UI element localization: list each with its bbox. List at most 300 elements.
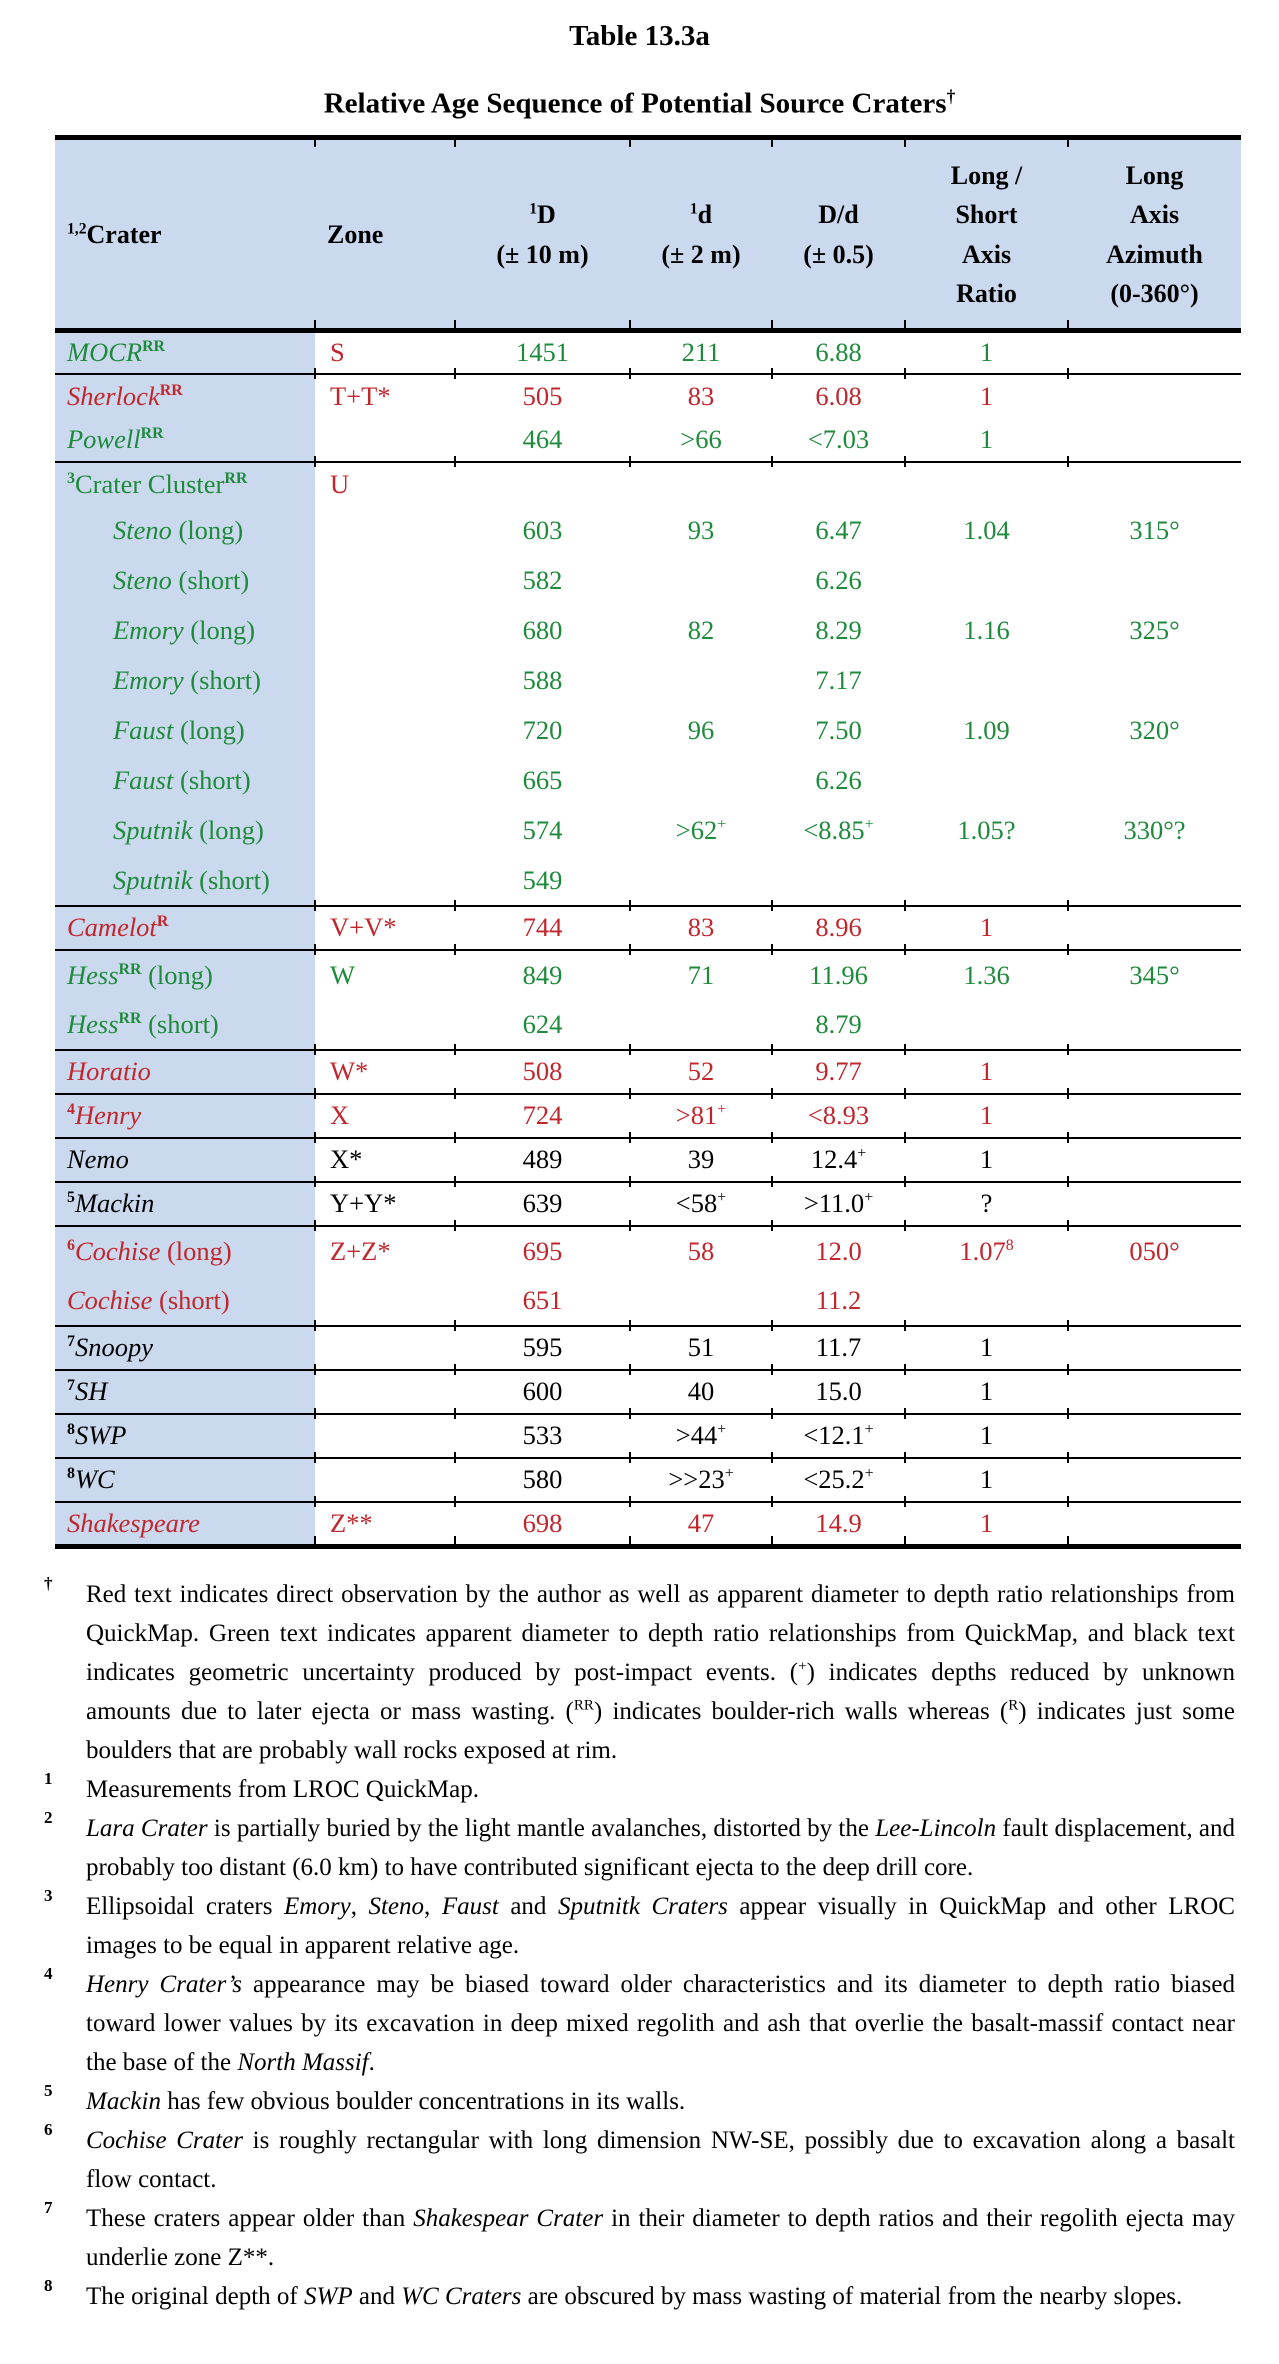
depth-cell: 211 — [630, 330, 772, 374]
table-row — [55, 556, 1241, 606]
value-sup: + — [864, 1465, 874, 1483]
footnote-plain-text: and — [498, 1892, 558, 1920]
column-header-line: Axis — [1129, 200, 1180, 230]
footnote-plain-text: , — [350, 1892, 369, 1920]
value-sup: + — [864, 1189, 874, 1207]
footnote-marker: 6 — [44, 2119, 53, 2139]
axis-ratio-cell: 1.05? — [957, 815, 1016, 846]
diameter-cell: 580 — [455, 1458, 630, 1502]
column-header-line: Zone — [327, 219, 384, 249]
table-row — [55, 950, 1241, 1000]
axis-ratio-cell: 1.36 — [963, 959, 1010, 990]
footnote-text — [86, 2283, 1182, 2310]
footnote-plain-text: Ellipsoidal craters — [86, 1892, 285, 1920]
depth-cell: 40 — [630, 1370, 772, 1414]
azimuth-cell — [1068, 1094, 1241, 1138]
footnote-marker: 4 — [44, 1963, 53, 1983]
crater-name: Hess — [67, 1008, 119, 1039]
crater-name-suffix: (long) — [183, 615, 256, 646]
dd-ratio-cell: <25.2+ — [772, 1458, 905, 1502]
crater-name-cell — [55, 906, 315, 950]
column-header-line: (± 0.5) — [803, 239, 874, 269]
depth-cell — [630, 462, 772, 506]
axis-ratio-cell: 1 — [905, 1370, 1068, 1414]
header-row — [55, 137, 1241, 330]
table-row — [55, 1414, 1241, 1458]
depth-cell — [630, 1000, 772, 1050]
axis-ratio-cell — [905, 1000, 1068, 1050]
crater-name: Nemo — [67, 1144, 129, 1175]
footnote-text — [86, 1971, 1235, 2076]
axis-ratio-cell: 1 — [905, 1502, 1068, 1546]
footnote-inline-sup: R — [1008, 1697, 1019, 1714]
dd-ratio-cell: 6.88 — [772, 330, 905, 374]
zone-cell — [315, 856, 455, 906]
table-row — [55, 606, 1241, 656]
crater-name-cell — [55, 656, 315, 706]
crater-name-suffix: (short) — [171, 565, 250, 596]
depth-cell: >81+ — [630, 1094, 772, 1138]
crater-name: Hess — [67, 959, 119, 990]
table-row — [55, 374, 1241, 418]
table-number: Table 13.3a — [569, 20, 710, 52]
column-header — [55, 137, 315, 330]
azimuth-cell — [1068, 1138, 1241, 1182]
crater-name-cell — [55, 606, 315, 656]
zone-cell — [315, 606, 455, 656]
crater-name-suffix: (short) — [192, 864, 270, 895]
depth-cell — [630, 856, 772, 906]
crater-name-sup: RR — [224, 469, 248, 487]
diameter-cell: 582 — [522, 565, 563, 596]
footnote-plain-text: These craters appear older than — [86, 2204, 414, 2232]
depth-cell: >44+ — [630, 1414, 772, 1458]
footnote-plain-text: Red text indicates direct observation by the author as well as apparent diameter to depth ratio relationships from QuickMap. Green text indicates apparent diameter to depth ratio relationships from QuickMap, and black text indicates geometric uncertainty produced by post-impact events. ( — [86, 1580, 1235, 1686]
dd-ratio-cell: <8.93 — [772, 1094, 905, 1138]
crater-footnote-sup: 3 — [67, 469, 75, 487]
azimuth-cell — [1068, 374, 1241, 418]
axis-ratio-cell: 1 — [905, 1094, 1068, 1138]
footnote-italic-text: Sputnitk Craters — [557, 1892, 728, 1920]
footnote-italic-text: Mackin — [86, 2087, 161, 2115]
diameter-cell: 724 — [455, 1094, 630, 1138]
footnote — [42, 1770, 1235, 1809]
crater-name-cell — [55, 1370, 315, 1414]
footnote-plain-text: The original depth of — [86, 2282, 304, 2310]
depth-cell — [630, 756, 772, 806]
depth-cell: 71 — [687, 959, 715, 990]
table-row — [55, 756, 1241, 806]
diameter-cell: 651 — [455, 1276, 630, 1326]
footnote-plain-text: appearance may be biased toward older characteristics and its diameter to depth ratio biased toward lower values by its excavation in deep mixed regolith and ash that overlie the basalt-massif contact near the base of the — [86, 1970, 1235, 2076]
diameter-cell — [455, 462, 630, 506]
azimuth-cell: 315° — [1129, 515, 1180, 546]
dd-ratio-cell: <8.85+ — [803, 815, 874, 846]
crater-footnote-sup: 6 — [67, 1236, 75, 1254]
depth-cell: >62+ — [675, 815, 727, 846]
azimuth-cell — [1068, 1050, 1241, 1094]
footnote-italic-text: Faust — [441, 1892, 499, 1920]
axis-ratio-cell — [905, 462, 1068, 506]
footnote — [42, 2121, 1235, 2199]
column-header-sup: 1 — [689, 200, 698, 218]
crater-name-cell — [55, 806, 315, 856]
dd-ratio-cell: 6.26 — [815, 565, 862, 596]
axis-ratio-cell: 1 — [905, 906, 1068, 950]
crater-name-suffix: (short) — [183, 665, 261, 696]
table-row — [55, 462, 1241, 506]
footnote-italic-text: Lee-Lincoln — [875, 1814, 997, 1842]
zone-cell — [315, 556, 455, 606]
column-header — [630, 137, 772, 330]
axis-ratio-cell — [905, 756, 1068, 806]
footnote-marker: 2 — [44, 1807, 53, 1827]
dd-ratio-cell: 11.7 — [772, 1326, 905, 1370]
crater-name: SWP — [74, 1420, 127, 1451]
crater-name-cell — [55, 706, 315, 756]
crater-name: Emory — [113, 615, 184, 646]
crater-name: Horatio — [67, 1056, 151, 1087]
footnote-marker: 1 — [44, 1768, 53, 1788]
crater-name-suffix: (long) — [171, 515, 244, 546]
azimuth-cell — [1068, 556, 1241, 606]
value-sup: + — [857, 1145, 867, 1163]
dd-ratio-cell: 6.26 — [815, 765, 862, 796]
azimuth-cell — [1068, 906, 1241, 950]
zone-cell: X — [315, 1094, 455, 1138]
crater-name-cell — [55, 506, 315, 556]
diameter-cell: 600 — [455, 1370, 630, 1414]
axis-ratio-cell — [905, 856, 1068, 906]
axis-ratio-cell — [905, 1276, 1068, 1326]
dd-ratio-cell — [772, 856, 905, 906]
table-row — [55, 706, 1241, 756]
table-row — [55, 418, 1241, 462]
crater-footnote-sup: 4 — [67, 1101, 75, 1119]
footnote-plain-text: Measurements from LROC QuickMap. — [86, 1775, 479, 1803]
zone-cell: Y+Y* — [315, 1182, 455, 1226]
depth-cell: 47 — [630, 1502, 772, 1546]
dd-ratio-cell: >11.0+ — [772, 1182, 905, 1226]
crater-name-sup: RR — [159, 381, 183, 399]
azimuth-cell — [1068, 1276, 1241, 1326]
footnote-italic-text: WC Craters — [401, 2282, 522, 2310]
zone-cell: V+V* — [315, 906, 455, 950]
crater-footnote-sup: 5 — [67, 1189, 75, 1207]
crater-name: Sputnik — [113, 864, 193, 895]
table-row — [55, 1138, 1241, 1182]
axis-ratio-cell: 1.04 — [963, 515, 1010, 546]
crater-name: Mackin — [74, 1188, 155, 1219]
crater-name-suffix: (short) — [152, 1284, 230, 1315]
depth-cell: 96 — [687, 715, 715, 746]
azimuth-cell — [1068, 1414, 1241, 1458]
value-sup: + — [717, 1189, 727, 1207]
footnote-inline-sup: RR — [573, 1697, 594, 1714]
axis-ratio-cell: 1 — [905, 330, 1068, 374]
crater-name-cell — [55, 418, 315, 462]
dd-ratio-cell — [772, 462, 905, 506]
crater-name: Crater Cluster — [74, 468, 225, 499]
dd-ratio-cell: 8.29 — [815, 615, 862, 646]
crater-name: Sherlock — [67, 380, 160, 411]
dd-ratio-cell: 6.47 — [815, 515, 862, 546]
azimuth-cell — [1068, 462, 1241, 506]
table-row — [55, 1276, 1241, 1326]
diameter-cell: 720 — [522, 715, 563, 746]
crater-footnote-sup: 7 — [67, 1377, 75, 1395]
azimuth-cell — [1068, 856, 1241, 906]
footnote-plain-text: in their diameter to depth ratios and their regolith ejecta may underlie zone Z**. — [86, 2204, 1235, 2271]
column-header — [905, 137, 1068, 330]
dd-ratio-cell: 12.0 — [815, 1235, 862, 1266]
dd-ratio-cell: 8.96 — [772, 906, 905, 950]
azimuth-cell — [1068, 418, 1241, 462]
depth-cell: >66 — [630, 418, 772, 462]
footnote — [42, 1965, 1235, 2082]
crater-name-cell — [55, 1458, 315, 1502]
crater-name-sup: RR — [118, 1009, 142, 1027]
footnote-marker: 7 — [44, 2197, 53, 2217]
table-title-text: Relative Age Sequence of Potential Source Craters — [323, 87, 947, 120]
table-row — [55, 1000, 1241, 1050]
zone-cell — [315, 1000, 455, 1050]
table-row — [55, 856, 1241, 906]
diameter-cell: 574 — [522, 815, 563, 846]
crater-name: Cochise — [67, 1284, 153, 1315]
crater-name: Faust — [113, 715, 174, 746]
crater-name: WC — [74, 1464, 115, 1495]
diameter-cell: 849 — [522, 959, 563, 990]
footnote-marker: 8 — [44, 2275, 53, 2295]
azimuth-cell — [1068, 756, 1241, 806]
crater-name: SH — [74, 1376, 108, 1407]
column-header — [315, 137, 455, 330]
axis-ratio-cell: 1 — [905, 1050, 1068, 1094]
column-header-line: Long — [1125, 160, 1184, 190]
azimuth-cell — [1068, 1000, 1241, 1050]
zone-cell — [315, 756, 455, 806]
footnote-plain-text: fault displacement, and probably too distant (6.0 km) to have contributed significant ejecta to the deep drill core. — [86, 1814, 1236, 1881]
crater-name-cell — [55, 1226, 315, 1276]
zone-cell — [315, 1326, 455, 1370]
diameter-cell: 505 — [522, 380, 563, 411]
table-title — [0, 86, 1279, 121]
crater-name-cell — [55, 330, 315, 374]
footnote-text — [86, 1815, 1235, 1881]
dd-ratio-cell: 7.50 — [815, 715, 862, 746]
depth-cell — [630, 556, 772, 606]
footnote-plain-text: ) indicates boulder-rich walls whereas ( — [593, 1697, 1009, 1725]
column-header — [772, 137, 905, 330]
value-sup: + — [724, 1465, 734, 1483]
footnote-italic-text: Emory — [284, 1892, 351, 1920]
table-row — [55, 1050, 1241, 1094]
diameter-cell: 1451 — [455, 330, 630, 374]
column-header-line: Axis — [961, 239, 1012, 269]
table-row — [55, 1326, 1241, 1370]
table-header — [55, 137, 1241, 330]
value-sup: + — [717, 816, 727, 834]
footnote — [42, 2277, 1235, 2316]
diameter-cell: 665 — [522, 765, 563, 796]
footnote-marker: 5 — [44, 2080, 53, 2100]
footnote-text — [86, 1893, 1235, 1959]
azimuth-cell — [1068, 1458, 1241, 1502]
diameter-cell: 695 — [522, 1235, 563, 1266]
footnote-italic-text: North Massif — [237, 2048, 369, 2076]
axis-ratio-cell: 1.07$^8$ — [959, 1235, 1014, 1266]
table-row — [55, 1502, 1241, 1546]
footnote-plain-text: is roughly rectangular with long dimension NW-SE, possibly due to excavation along a basalt flow contact. — [86, 2126, 1235, 2193]
dd-ratio-cell: 7.17 — [815, 665, 862, 696]
dd-ratio-cell: <7.03 — [772, 418, 905, 462]
depth-cell — [630, 656, 772, 706]
crater-name-sup: R — [156, 913, 169, 931]
column-header-line: (± 2 m) — [661, 239, 741, 269]
footnote — [42, 1809, 1235, 1887]
footnote-italic-text: Henry Crater’s — [86, 1970, 242, 1998]
axis-ratio-cell: 1 — [905, 1458, 1068, 1502]
footnote-italic-text: SWP — [304, 2282, 353, 2310]
footnote-plain-text: has few obvious boulder concentrations in its walls. — [160, 2087, 686, 2115]
footnote-text — [86, 2088, 685, 2115]
axis-ratio-cell: 1 — [905, 1414, 1068, 1458]
footnote-plain-text: . — [368, 2048, 375, 2076]
depth-cell: >>23+ — [630, 1458, 772, 1502]
depth-cell: 51 — [630, 1326, 772, 1370]
footnote — [42, 1575, 1235, 1770]
axis-ratio-cell: 1 — [905, 1326, 1068, 1370]
depth-cell — [630, 1276, 772, 1326]
table-row — [55, 1182, 1241, 1226]
table-row — [55, 1458, 1241, 1502]
crater-name-cell — [55, 1138, 315, 1182]
diameter-cell: 588 — [522, 665, 563, 696]
zone-cell: W* — [315, 1050, 455, 1094]
crater-name-cell — [55, 1276, 315, 1326]
value-sup: + — [717, 1101, 727, 1119]
depth-cell: 39 — [630, 1138, 772, 1182]
zone-cell: X* — [315, 1138, 455, 1182]
footnote — [42, 2082, 1235, 2121]
diameter-cell: 698 — [455, 1502, 630, 1546]
zone-cell: T+T* — [330, 380, 391, 411]
crater-footnote-sup: 8 — [67, 1465, 75, 1483]
column-header-line: D/d — [818, 200, 859, 230]
crater-name: Camelot — [67, 912, 157, 943]
zone-cell — [315, 1276, 455, 1326]
zone-cell — [315, 1414, 455, 1458]
crater-name-cell — [55, 1414, 315, 1458]
zone-cell — [315, 656, 455, 706]
value-sup: + — [864, 1421, 874, 1439]
table-row — [55, 330, 1241, 374]
column-header-line: $^1$d — [689, 200, 713, 230]
azimuth-cell — [1068, 330, 1241, 374]
crater-name-cell — [55, 856, 315, 906]
table-row — [55, 1226, 1241, 1276]
crater-name: Steno — [113, 565, 172, 596]
crater-name-cell — [55, 756, 315, 806]
zone-cell — [315, 806, 455, 856]
column-header-line: $^1$D — [529, 200, 556, 230]
diameter-cell: 624 — [455, 1000, 630, 1050]
diameter-cell: 595 — [455, 1326, 630, 1370]
crater-footnote-sup: 7 — [67, 1333, 75, 1351]
column-header — [1068, 137, 1241, 330]
azimuth-cell: 325° — [1129, 615, 1180, 646]
crater-name-suffix: (long) — [141, 959, 213, 990]
diameter-cell: 489 — [455, 1138, 630, 1182]
crater-name-cell — [55, 950, 315, 1000]
dd-ratio-cell: 9.77 — [772, 1050, 905, 1094]
dd-ratio-cell: 15.0 — [772, 1370, 905, 1414]
footnote-plain-text: , — [424, 1892, 442, 1920]
azimuth-cell: 345° — [1129, 959, 1180, 990]
zone-cell: Z** — [315, 1502, 455, 1546]
crater-name-sup: RR — [140, 424, 164, 442]
azimuth-cell — [1068, 656, 1241, 706]
table-row — [55, 1370, 1241, 1414]
zone-cell: W — [330, 959, 356, 990]
dagger-footnote-marker: † — [946, 86, 956, 106]
depth-cell: 58 — [687, 1235, 715, 1266]
diameter-cell: 533 — [455, 1414, 630, 1458]
footnote-plain-text: and — [352, 2282, 402, 2310]
footnote-plain-text: appear visually in QuickMap and other LROC images to be equal in apparent relative age. — [86, 1892, 1235, 1959]
crater-name-suffix: (short) — [141, 1008, 219, 1039]
footnote-plain-text: are obscured by mass wasting of material from the nearby slopes. — [521, 2282, 1183, 2310]
axis-ratio-cell: 1 — [905, 418, 1068, 462]
column-header-sup: 1 — [529, 200, 537, 218]
dd-ratio-cell: 14.9 — [772, 1502, 905, 1546]
column-header-line: Azimuth — [1106, 239, 1203, 269]
zone-cell — [315, 1458, 455, 1502]
crater-name-cell — [55, 556, 315, 606]
diameter-cell: 549 — [455, 856, 630, 906]
diameter-cell: 680 — [522, 615, 563, 646]
footnote-text — [86, 1776, 479, 1803]
crater-name: Cochise — [74, 1235, 161, 1266]
axis-ratio-cell: 1.16 — [963, 615, 1010, 646]
table-row — [55, 656, 1241, 706]
craters-table — [55, 135, 1241, 1549]
depth-cell: 93 — [687, 515, 715, 546]
column-header-line: Long / — [950, 160, 1023, 190]
zone-cell — [315, 706, 455, 756]
diameter-cell: 464 — [455, 418, 630, 462]
footnote-italic-text: Lara Crater — [86, 1814, 208, 1842]
crater-name: Sputnik — [113, 815, 193, 846]
azimuth-cell: 050° — [1129, 1235, 1180, 1266]
axis-ratio-cell — [905, 556, 1068, 606]
diameter-cell: 744 — [455, 906, 630, 950]
footnote-italic-text: Shakespear Crater — [413, 2204, 604, 2232]
footnotes-section — [42, 1575, 1235, 2316]
zone-cell: Z+Z* — [330, 1235, 391, 1266]
depth-cell: <58+ — [630, 1182, 772, 1226]
azimuth-cell: 330°? — [1123, 815, 1186, 846]
table-row — [55, 506, 1241, 556]
footnote-text — [86, 1581, 1235, 1764]
dd-ratio-cell: 11.96 — [809, 959, 868, 990]
crater-name-cell — [55, 1326, 315, 1370]
table-row — [55, 806, 1241, 856]
depth-cell: 83 — [630, 906, 772, 950]
axis-ratio-cell: ? — [905, 1182, 1068, 1226]
axis-ratio-cell: 1 — [979, 380, 994, 411]
